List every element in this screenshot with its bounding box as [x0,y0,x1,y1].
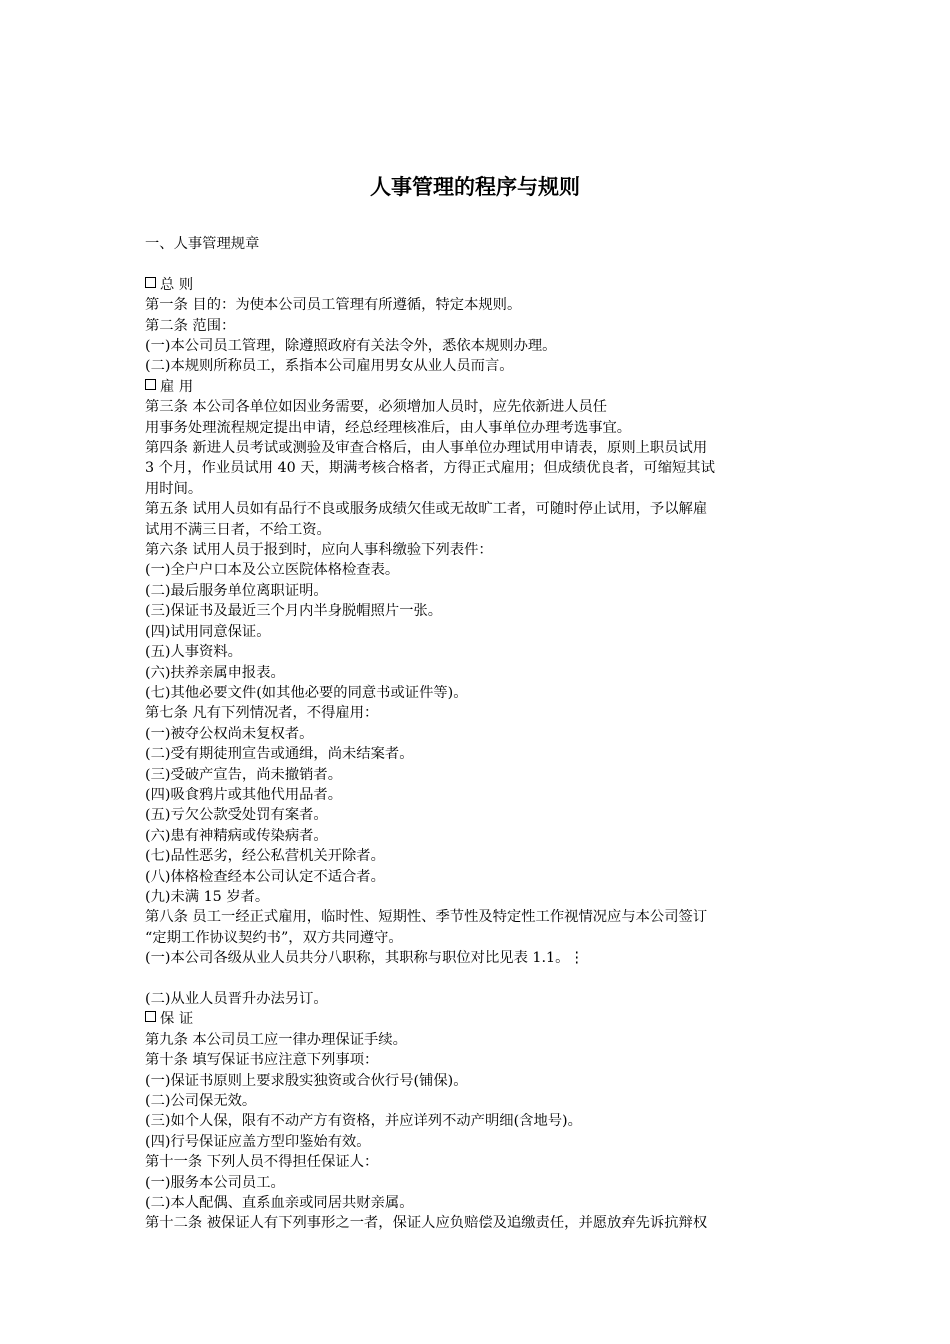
text-line: 第三条 本公司各单位如因业务需要，必须增加人员时，应先依新进人员任 [145,399,608,416]
text-line: (四)吸食鸦片或其他代用品者。 [145,786,343,803]
text-line: (一)全户户口本及公立医院体格检查表。 [145,562,400,579]
text-line: (七)其他必要文件(如其他必要的同意书或证件等)。 [145,684,468,701]
text-line: (一)本公司员工管理，除遵照政府有关法令外，悉依本规则办理。 [145,338,557,355]
text-line: 第二条 范围： [145,317,236,334]
text-line: (二)本规则所称员工，系指本公司雇用男女从业人员而言。 [145,358,514,375]
text-line: (二)本人配偶、直系血亲或同居共财亲属。 [145,1195,414,1212]
text-line: (一)保证书原则上要求殷实独资或合伙行号(铺保)。 [145,1072,468,1089]
text-line: 第一条 目的：为使本公司员工管理有所遵循，特定本规则。 [145,297,522,314]
text-line: “定期工作协议契约书”，双方共同遵守。 [145,929,403,946]
section-heading [145,377,815,397]
text-line: (一)服务本公司员工。 [145,1174,285,1191]
text-line: 第五条 试用人员如有品行不良或服务成绩欠佳或无故旷工者，可随时停止试用，予以解雇 [145,501,708,518]
text-line: 试用不满三日者，不给工资。 [145,521,331,538]
text-line: (四)行号保证应盖方型印鉴始有效。 [145,1133,371,1150]
text-line: (三)受破产宣告，尚未撤销者。 [145,766,343,783]
text-line: (八)体格检查经本公司认定不适合者。 [145,868,385,885]
text-line: (一)被夺公权尚未复权者。 [145,725,314,742]
text-line: 第九条 本公司员工应一律办理保证手续。 [145,1031,407,1048]
blank-line [145,254,815,274]
text-line: 一、人事管理规章 [145,236,260,252]
text-line: (五)亏欠公款受处罚有案者。 [145,807,328,824]
document-body [145,234,815,1234]
text-line: (三)如个人保，限有不动产方有资格，并应详列不动产明细(含地号)。 [145,1113,582,1130]
text-line: 第七条 凡有下列情况者，不得雇用： [145,705,379,722]
section-heading-text: 雇 用 [160,378,194,395]
checkbox-square-icon [145,379,156,390]
checkbox-square-icon [145,1011,156,1022]
text-line: (九)未满 15 岁者。 [145,888,270,905]
text-line: 用时间。 [145,480,203,497]
section-heading [145,1009,815,1029]
text-line: (七)品性恶劣，经公私营机关开除者。 [145,848,385,865]
text-line: 3 个月，作业员试用 40 天，期满考核合格者，方得正式雇用；但成绩优良者，可缩短其试 [145,460,715,477]
section-heading [145,275,815,295]
text-line: 第六条 试用人员于报到时，应向人事科缴验下列表件： [145,542,493,559]
text-line: 第八条 员工一经正式雇用，临时性、短期性、季节性及特定性工作视情况应与本公司签订 [145,909,708,926]
text-line: (六)扶养亲属申报表。 [145,664,285,681]
text-line: (二)受有期徒刑宣告或通缉，尚未结案者。 [145,746,414,763]
text-line: (二)从业人员晋升办法另订。 [145,991,328,1007]
text-line: 用事务处理流程规定提出申请，经总经理核准后，由人事单位办理考选事宜。 [145,419,632,436]
text-line: (六)患有神精病或传染病者。 [145,827,328,844]
text-line: (二)最后服务单位离职证明。 [145,582,328,599]
text-line: (二)公司保无效。 [145,1093,257,1110]
section-heading-text: 总 则 [160,276,194,293]
document-title: 人事管理的程序与规则 [370,174,580,199]
checkbox-square-icon [145,277,156,288]
text-line: (三)保证书及最近三个月内半身脱帽照片一张。 [145,603,443,620]
blank-line [145,969,815,989]
text-line: 第四条 新进人员考试或测验及审查合格后，由人事单位办理试用申请表，原则上职员试用 [145,440,708,457]
text-line: 第十一条 下列人员不得担任保证人： [145,1154,379,1171]
text-line: 第十条 填写保证书应注意下列事项： [145,1052,379,1069]
text-line: (五)人事资料。 [145,644,242,661]
text-line: (四)试用同意保证。 [145,623,271,640]
text-line: (一)本公司各级从业人员共分八职称，其职称与职位对比见表 1.1。⋮ [145,950,584,967]
section-heading-text: 保 证 [160,1011,194,1028]
text-line: 第十二条 被保证人有下列事形之一者，保证人应负赔偿及追缴责任，并愿放弃先诉抗辩权 [145,1215,708,1232]
